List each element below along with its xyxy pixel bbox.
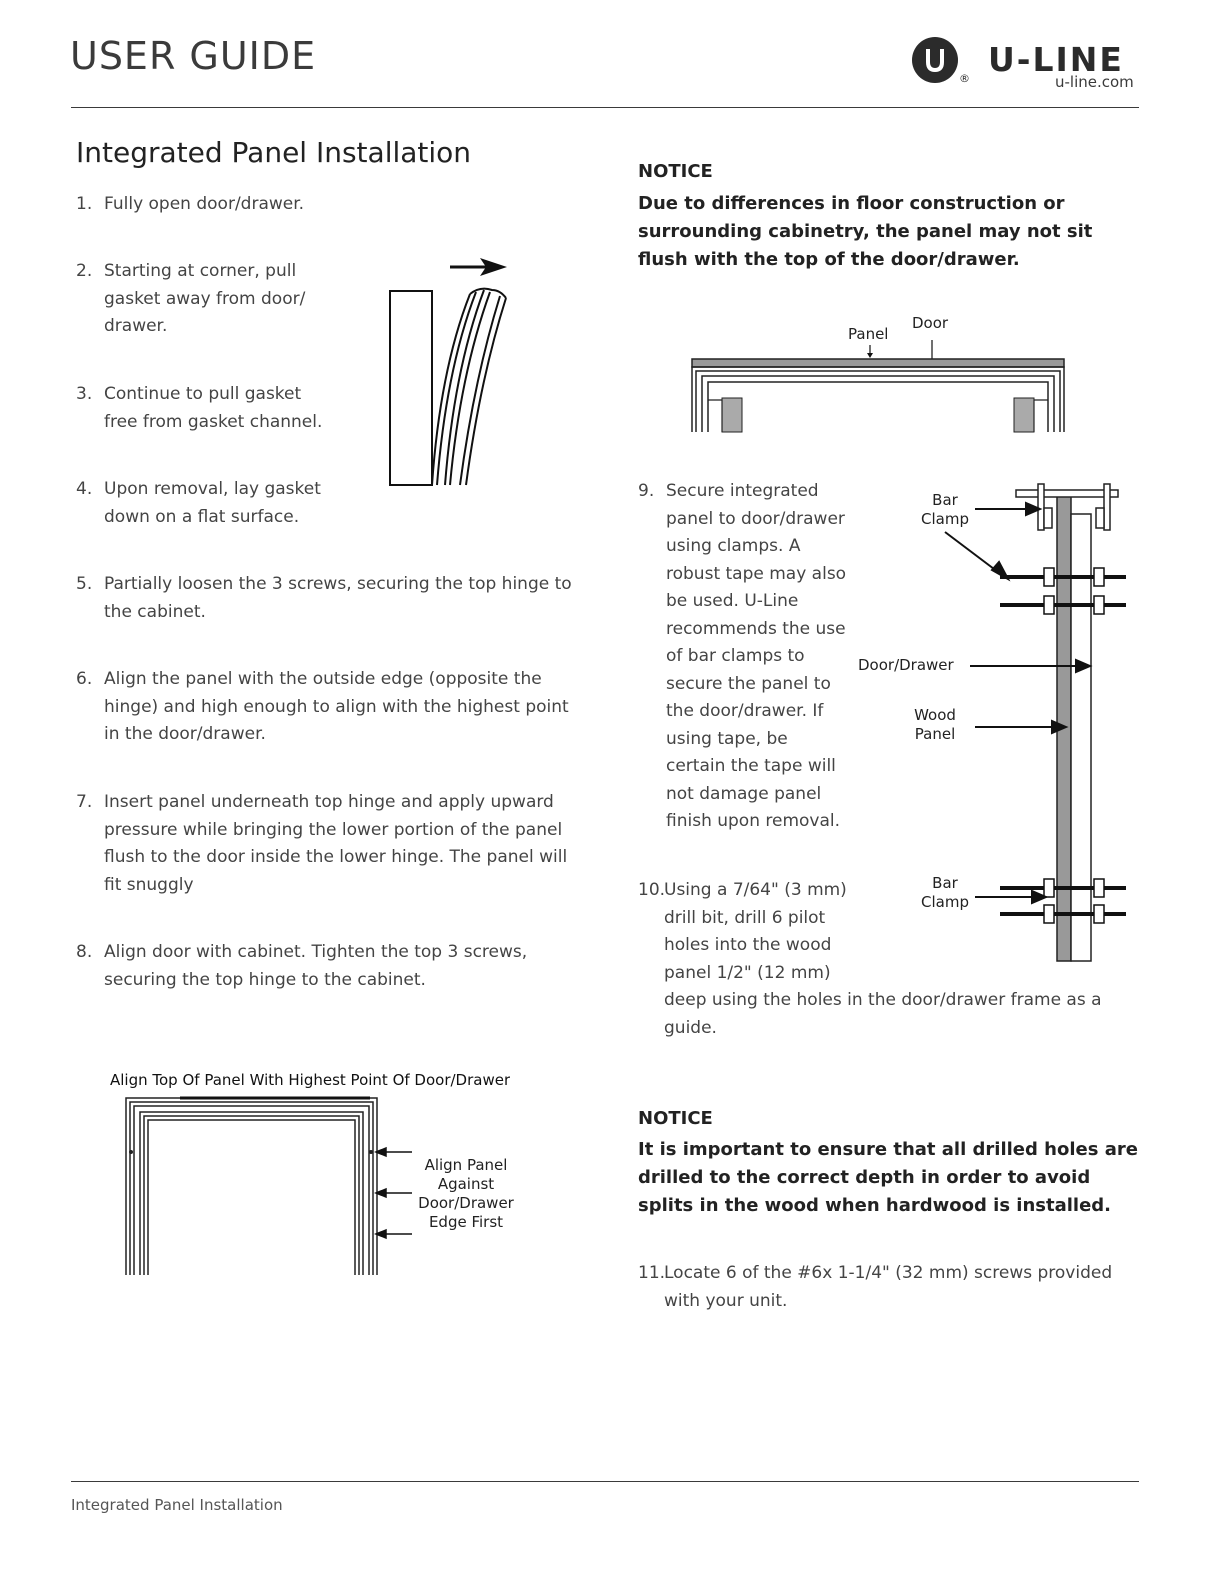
notice-body bbox=[638, 190, 1178, 274]
step-text-line: pressure while bringing the lower portion of the panel bbox=[104, 819, 563, 840]
step-number: 5. bbox=[76, 574, 93, 594]
step-text-line: Fully open door/drawer. bbox=[104, 194, 305, 214]
align-figure-caption: Align Top Of Panel With Highest Point Of Door/Drawer bbox=[110, 1071, 510, 1089]
notice-heading: NOTICE bbox=[638, 161, 713, 182]
step-text-line: recommends the use bbox=[666, 618, 846, 639]
align-label-line: Door/Drawer bbox=[418, 1194, 514, 1212]
step-text-line: panel 1/2" (12 mm) bbox=[664, 962, 831, 983]
step-text-line: be used. U-Line bbox=[666, 591, 799, 611]
logo-registered-mark: ® bbox=[959, 72, 970, 85]
pulled-gasket bbox=[432, 289, 506, 485]
step-8 bbox=[76, 939, 596, 999]
align-arrows bbox=[376, 1148, 412, 1238]
notice-line: drilled to the correct depth in order to avoid bbox=[638, 1167, 1091, 1188]
step-number: 3. bbox=[76, 384, 93, 404]
step-text-line: flush to the door inside the lower hinge. The panel will bbox=[104, 847, 568, 867]
step-text-line: in the door/drawer. bbox=[104, 724, 266, 744]
bar-clamp-illustration bbox=[940, 480, 1140, 970]
step-text-line: hinge) and high enough to align with the highest point bbox=[104, 696, 569, 717]
step-number: 2. bbox=[76, 261, 93, 281]
step-text-line: Secure integrated bbox=[666, 481, 819, 501]
align-panel-illustration bbox=[120, 1092, 420, 1277]
step-6 bbox=[76, 666, 596, 756]
step-number: 4. bbox=[76, 479, 93, 499]
label-line: Wood bbox=[914, 706, 956, 724]
footer-divider bbox=[71, 1481, 1139, 1482]
step-text-line: fit snuggly bbox=[104, 874, 194, 895]
step-text-line: gasket away from door/ bbox=[104, 288, 306, 309]
step-text-line: using clamps. A bbox=[666, 536, 801, 556]
notice-line: splits in the wood when hardwood is installed. bbox=[638, 1195, 1112, 1216]
step-text-line: panel to door/drawer bbox=[666, 508, 845, 529]
step-number: 10. bbox=[638, 880, 666, 900]
door-drawer-shape bbox=[1071, 514, 1091, 961]
step-text-line: securing the top hinge to the cabinet. bbox=[104, 969, 426, 990]
step-1 bbox=[76, 191, 596, 221]
align-panel-label bbox=[414, 1156, 518, 1232]
step-text-line: not damage panel bbox=[666, 783, 822, 804]
step-text-line: Align the panel with the outside edge (opposite the bbox=[104, 669, 542, 689]
logo-u-glyph bbox=[923, 45, 947, 75]
step-text-line: deep using the holes in the door/drawer frame as a bbox=[664, 990, 1102, 1010]
step-text-line: Insert panel underneath top hinge and apply upward bbox=[104, 792, 554, 812]
step-text-line: Locate 6 of the #6x 1-1/4" (32 mm) screws provided bbox=[664, 1263, 1113, 1283]
header-divider bbox=[71, 107, 1139, 108]
step-text-line: the door/drawer. If bbox=[666, 701, 824, 721]
step-11 bbox=[638, 1260, 1198, 1320]
step-text-line: of bar clamps to bbox=[666, 646, 805, 666]
footer-text: Integrated Panel Installation bbox=[71, 1496, 283, 1514]
brand-name: U-LINE bbox=[988, 40, 1124, 79]
step-text-line: robust tape may also bbox=[666, 563, 847, 584]
notice-line: surrounding cabinetry, the panel may not sit bbox=[638, 221, 1093, 242]
label-line: Bar bbox=[932, 491, 958, 509]
step-text-line: the cabinet. bbox=[104, 601, 206, 622]
step-number: 8. bbox=[76, 942, 93, 962]
door-edge bbox=[390, 291, 432, 485]
brand-url: u-line.com bbox=[1055, 73, 1134, 91]
gasket-removal-illustration bbox=[380, 250, 520, 490]
step-number: 7. bbox=[76, 792, 93, 812]
step-3 bbox=[76, 381, 376, 441]
section-title: Integrated Panel Installation bbox=[76, 136, 472, 169]
door-drawer-label: Door/Drawer bbox=[858, 656, 954, 674]
step-text-line: holes into the wood bbox=[664, 935, 832, 955]
guide-title: USER GUIDE bbox=[70, 34, 317, 78]
step-text-line: free from gasket channel. bbox=[104, 411, 323, 432]
step-text-line: certain the tape will bbox=[666, 756, 836, 776]
panel-door-illustration bbox=[688, 340, 1073, 435]
step-number: 9. bbox=[638, 481, 655, 501]
step-text-line: Starting at corner, pull bbox=[104, 261, 297, 281]
step-5 bbox=[76, 571, 596, 631]
label-line: Clamp bbox=[921, 510, 969, 528]
notice-line: Due to differences in floor construction or bbox=[638, 193, 1065, 214]
panel-label: Panel bbox=[848, 325, 889, 343]
align-label-line: Edge First bbox=[428, 1213, 504, 1231]
notice-heading: NOTICE bbox=[638, 1108, 713, 1129]
step-text-line: Upon removal, lay gasket bbox=[104, 479, 321, 499]
label-line: Clamp bbox=[921, 893, 969, 911]
step-text-line: drill bit, drill 6 pilot bbox=[664, 907, 826, 928]
step-4 bbox=[76, 476, 376, 536]
step-9 bbox=[638, 478, 858, 843]
step-text-line: drawer. bbox=[104, 316, 168, 336]
align-label-line: Against bbox=[437, 1175, 495, 1193]
step-text-line: with your unit. bbox=[664, 1290, 788, 1311]
step-2 bbox=[76, 258, 376, 348]
step-text-line: Continue to pull gasket bbox=[104, 384, 302, 404]
label-line: Panel bbox=[914, 725, 956, 743]
step-text-line: Using a 7/64" (3 mm) bbox=[664, 880, 847, 900]
notice-line: It is important to ensure that all drilled holes are bbox=[638, 1139, 1138, 1160]
step-text-line: down on a flat surface. bbox=[104, 506, 300, 527]
label-line: Bar bbox=[932, 874, 958, 892]
step-7 bbox=[76, 789, 596, 904]
panel-top bbox=[692, 359, 1064, 367]
step-number: 6. bbox=[76, 669, 93, 689]
notice-body bbox=[638, 1136, 1198, 1220]
notice-line: flush with the top of the door/drawer. bbox=[638, 249, 1020, 270]
step-text-line: Align door with cabinet. Tighten the top 3 screws, bbox=[104, 942, 528, 962]
step-text-line: guide. bbox=[664, 1017, 717, 1038]
step-text-line: secure the panel to bbox=[666, 673, 831, 694]
step-text-line: using tape, be bbox=[666, 728, 788, 749]
align-label-line: Align Panel bbox=[424, 1156, 508, 1174]
step-text-line: finish upon removal. bbox=[666, 811, 841, 831]
step-number: 11. bbox=[638, 1263, 666, 1283]
step-number: 1. bbox=[76, 194, 93, 214]
step-text-line: Partially loosen the 3 screws, securing the top hinge to bbox=[104, 574, 572, 594]
door-label: Door bbox=[912, 314, 949, 332]
